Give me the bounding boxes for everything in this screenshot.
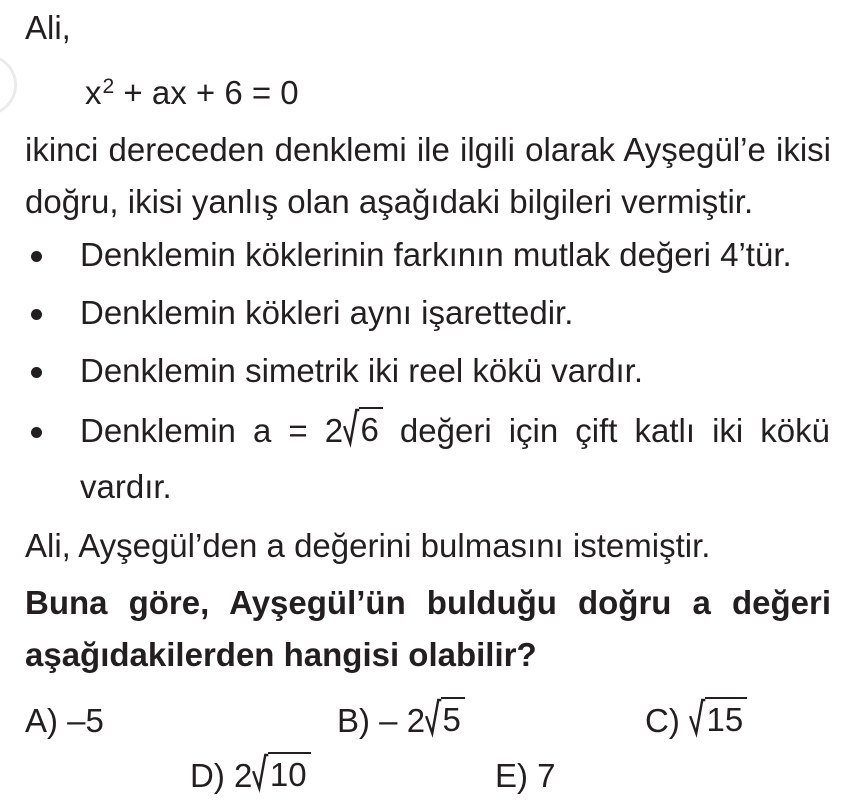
equation-exponent: 2 xyxy=(102,75,115,99)
paragraph-line-1: ikinci dereceden denklemi ile ilgili olarak Ayşegül’e ikisi xyxy=(25,131,831,168)
option-c-radicand: 15 xyxy=(705,697,747,739)
bullet-4-post: değeri için çift katlı iki kökü xyxy=(399,412,831,449)
bullet-4-pre: Denklemin a = xyxy=(80,412,308,449)
option-a-value: –5 xyxy=(67,702,104,739)
option-e-value: 7 xyxy=(537,757,556,794)
option-b-value xyxy=(379,702,465,739)
equation-rest: + ax + 6 = 0 xyxy=(114,74,299,111)
question-line-1: Buna göre, Ayşegül’ün bulduğu doğru a değeri xyxy=(25,584,831,621)
option-d-prefix: 2 xyxy=(234,757,253,794)
equation-base: x xyxy=(85,74,102,111)
option-b-label: B) xyxy=(337,702,370,739)
option-d-value xyxy=(234,757,311,794)
radical-icon xyxy=(425,697,442,737)
bullet-item-3: Denklemin simetrik iki reel kökü vardır. xyxy=(80,352,643,389)
option-e-label: E) xyxy=(495,757,528,794)
intro-line: Ali, xyxy=(25,9,71,46)
option-c[interactable] xyxy=(645,695,747,747)
option-b[interactable] xyxy=(337,695,465,747)
bullet-item-2: Denklemin kökleri aynı işarettedir. xyxy=(80,294,574,331)
radical-icon xyxy=(689,697,706,737)
option-a-label: A) xyxy=(25,702,58,739)
bullet-4-continuation: vardır. xyxy=(80,468,172,505)
closing-line: Ali, Ayşegül’den a değerini bulmasını istemiştir. xyxy=(25,527,711,564)
option-c-label: C) xyxy=(645,702,680,739)
bullet-icon xyxy=(31,309,42,320)
bullet-icon xyxy=(31,367,42,378)
option-b-prefix: – 2 xyxy=(379,702,426,739)
option-d-label: D) xyxy=(190,757,225,794)
radical-icon xyxy=(252,752,269,792)
bullet-icon xyxy=(31,427,42,438)
bullet-item-4 xyxy=(80,405,830,457)
option-c-value xyxy=(689,702,747,739)
option-b-radicand: 5 xyxy=(441,697,465,739)
option-d-radicand: 10 xyxy=(268,752,310,794)
option-e[interactable] xyxy=(495,750,556,802)
option-d[interactable] xyxy=(190,750,311,802)
bullet-icon xyxy=(31,251,42,262)
question-line-2: aşağıdakilerden hangisi olabilir? xyxy=(25,636,537,673)
question-number-bubble-edge xyxy=(0,54,17,116)
sqrt-radicand: 6 xyxy=(359,407,383,449)
sqrt-expression xyxy=(325,412,383,449)
bullet-item-1: Denklemin köklerinin farkının mutlak değeri 4’tür. xyxy=(80,236,792,273)
sqrt-coefficient: 2 xyxy=(324,412,344,449)
equation xyxy=(85,67,299,124)
paragraph-line-2: doğru, ikisi yanlış olan aşağıdaki bilgileri vermiştir. xyxy=(25,183,754,220)
radical-icon xyxy=(343,407,360,447)
option-a[interactable] xyxy=(25,695,104,747)
